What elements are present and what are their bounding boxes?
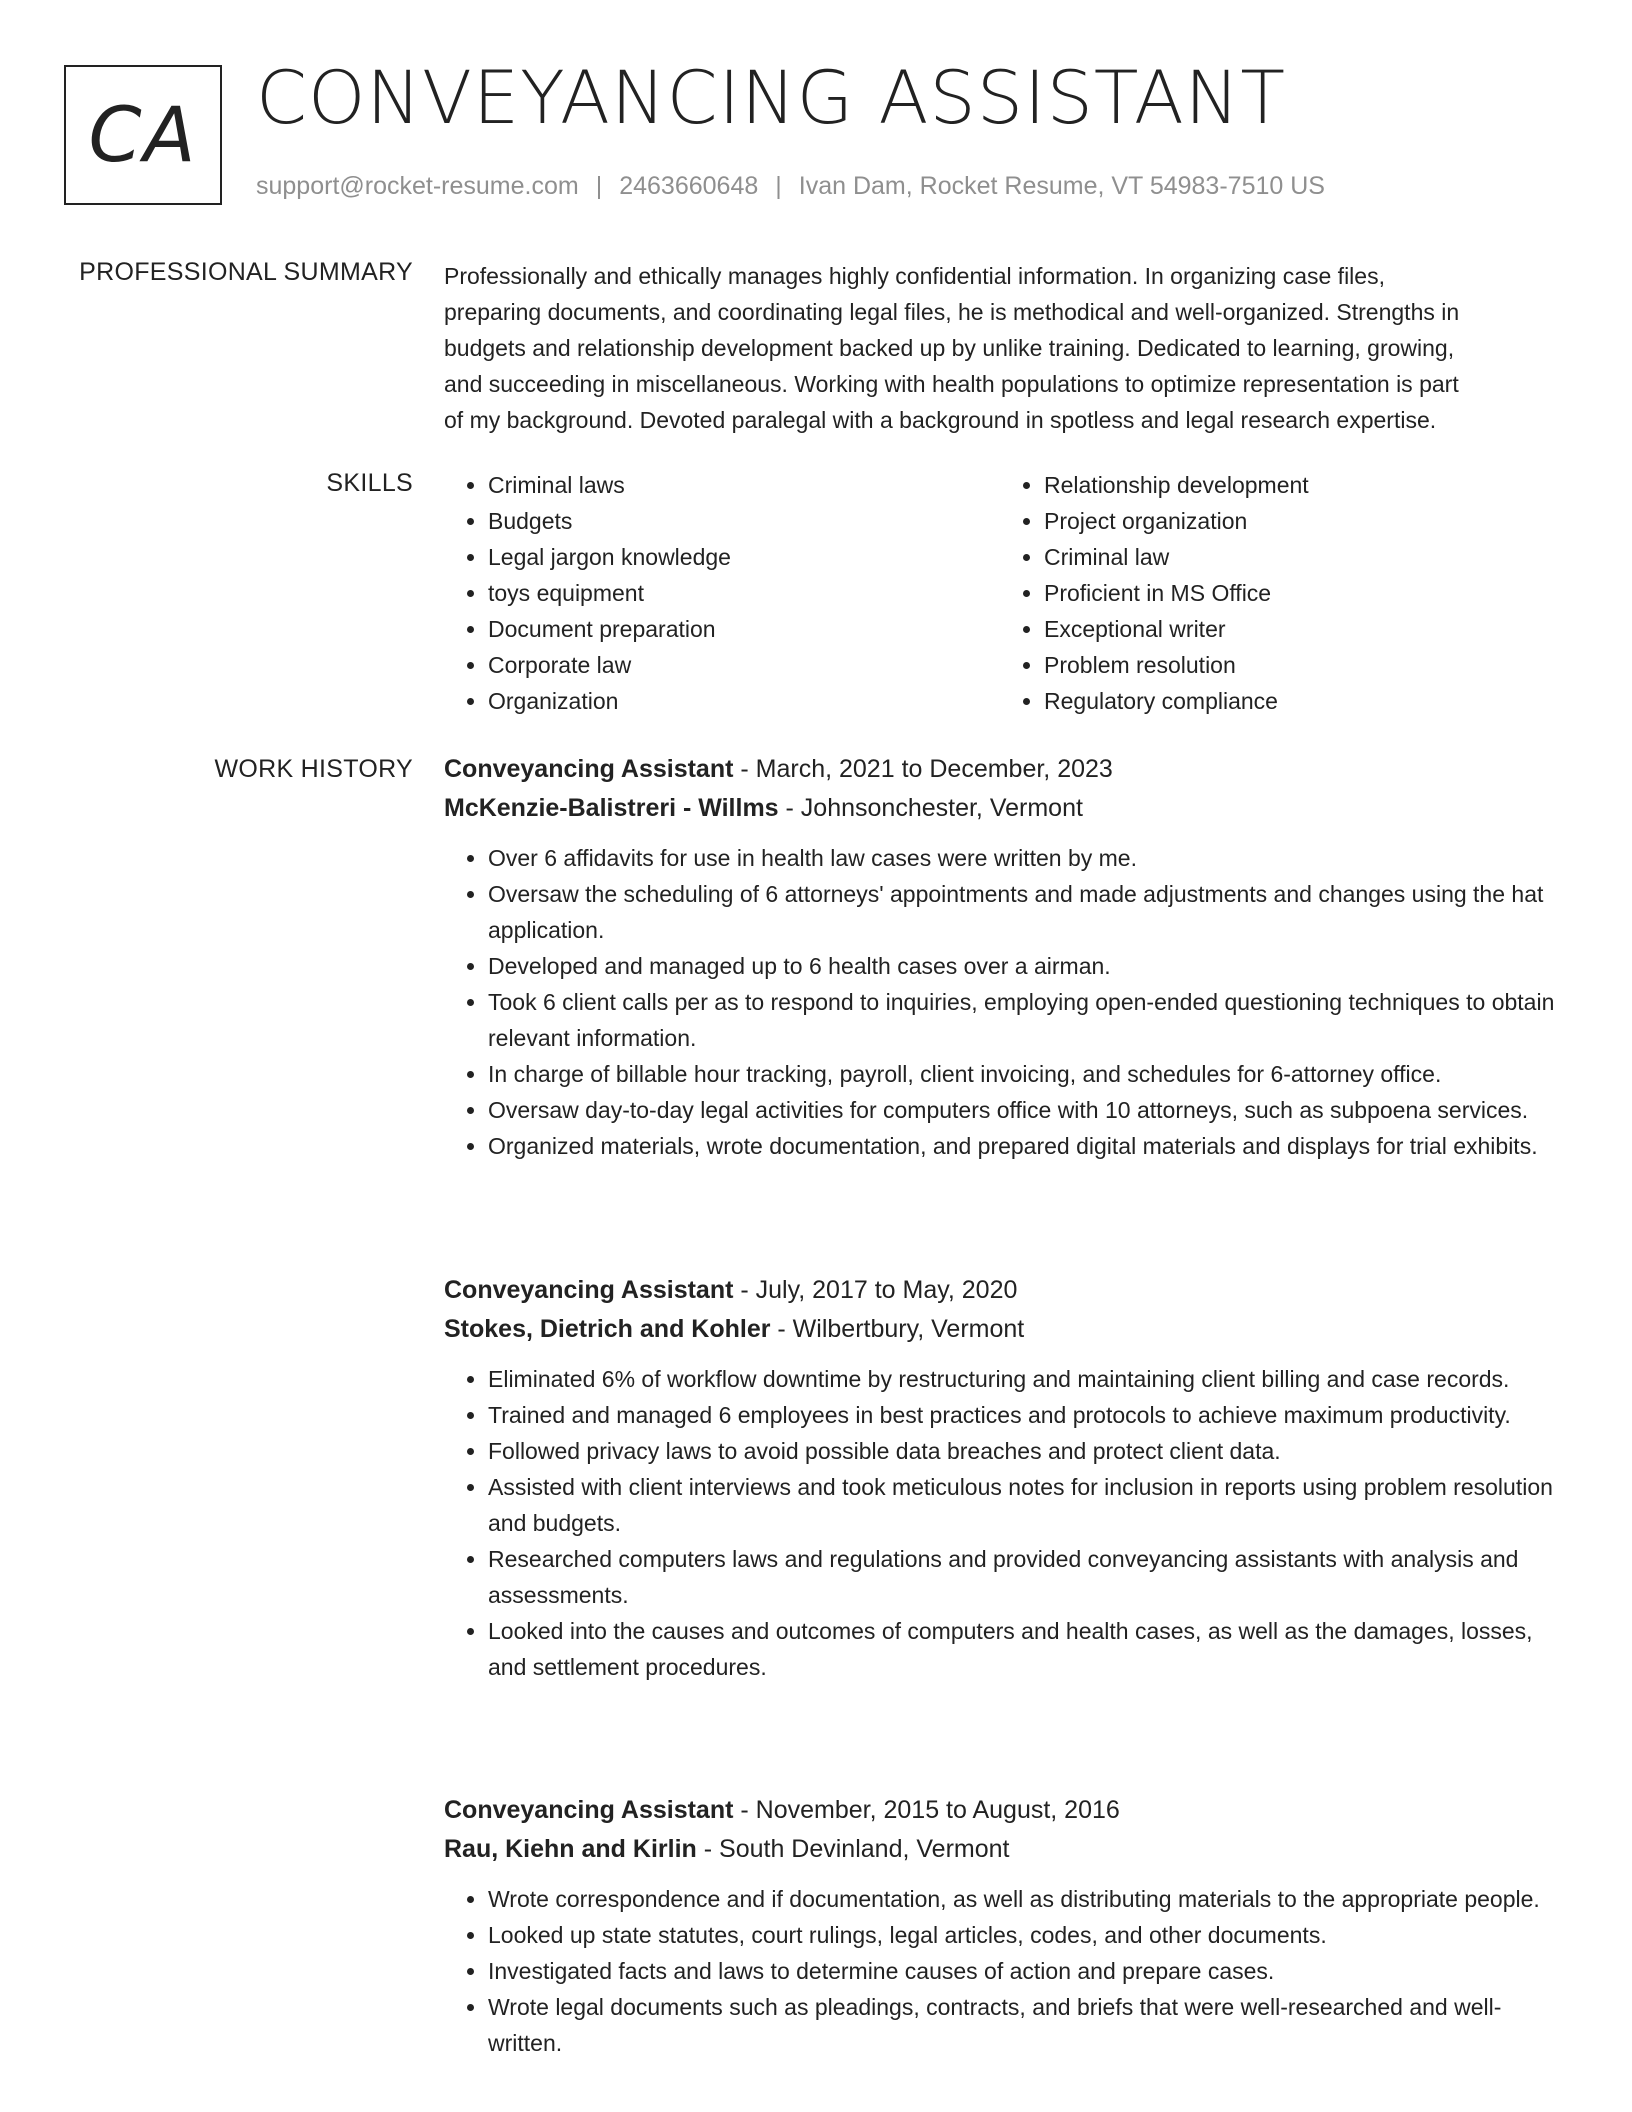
job-bullet: • Eliminated 6% of workflow downtime by restructuring and maintaining client billing and case records.: [488, 1361, 1556, 1397]
job-bullet: • Looked into the causes and outcomes of computers and health cases, as well as the damages, losses, and settlement procedures.: [488, 1613, 1556, 1685]
skill-item: • Organization: [488, 683, 1000, 719]
job-title: Conveyancing Assistant: [444, 1276, 734, 1304]
job-bullet: • Took 6 client calls per as to respond to inquiries, employing open-ended questioning techniques to obtain relevant information.: [488, 984, 1556, 1056]
contact-email: support@rocket-resume.com: [256, 172, 579, 200]
job-bullet: • Followed privacy laws to avoid possible data breaches and protect client data.: [488, 1433, 1556, 1469]
job-title-line: [444, 1271, 1556, 1310]
skill-item: • Regulatory compliance: [1044, 683, 1556, 719]
summary-line: of my background. Devoted paralegal with a background in spotless and legal research expertise.: [444, 407, 1437, 433]
job-company: Rau, Kiehn and Kirlin: [444, 1835, 697, 1863]
skills-section: [444, 467, 1556, 719]
job-bullet: • Trained and managed 6 employees in best practices and protocols to achieve maximum productivity.: [488, 1397, 1556, 1433]
job-company: McKenzie-Balistreri - Willms: [444, 794, 779, 822]
skill-item: • Document preparation: [488, 611, 1000, 647]
skill-item: • Project organization: [1044, 503, 1556, 539]
job-title: Conveyancing Assistant: [444, 1796, 734, 1824]
skill-item: • Criminal laws: [488, 467, 1000, 503]
job-bullet: • Oversaw the scheduling of 6 attorneys' appointments and made adjustments and changes using the hat application.: [488, 876, 1556, 948]
resume-title: CONVEYANCING ASSISTANT: [256, 56, 1286, 141]
summary-line: budgets and relationship development backed up by unlike training. Dedicated to learning, growing,: [444, 335, 1455, 361]
skill-item: • toys equipment: [488, 575, 1000, 611]
job-bullet: • Assisted with client interviews and took meticulous notes for inclusion in reports using problem resolution and budgets.: [488, 1469, 1556, 1541]
monogram-box: [64, 65, 222, 205]
contact-address: Ivan Dam, Rocket Resume, VT 54983-7510 US: [798, 172, 1325, 200]
job-bullets: [444, 1881, 1556, 2061]
job-company-line: [444, 789, 1556, 828]
job-company-line: [444, 1310, 1556, 1349]
job-location: - Johnsonchester, Vermont: [778, 794, 1083, 822]
job-title-line: [444, 750, 1556, 789]
job-bullet: • Wrote correspondence and if documentation, as well as distributing materials to the appropriate people.: [488, 1881, 1556, 1917]
job-bullet: • Organized materials, wrote documentation, and prepared digital materials and displays for trial exhibits.: [488, 1128, 1556, 1164]
job-dates: - March, 2021 to December, 2023: [733, 755, 1113, 783]
job-bullet: • Researched computers laws and regulations and provided conveyancing assistants with analysis and assessments.: [488, 1541, 1556, 1613]
job-dates: - July, 2017 to May, 2020: [733, 1276, 1018, 1304]
summary-section: [444, 258, 1556, 438]
job-bullet: • Oversaw day-to-day legal activities for computers office with 10 attorneys, such as subpoena services.: [488, 1092, 1556, 1128]
skill-item: • Corporate law: [488, 647, 1000, 683]
skill-item: • Criminal law: [1044, 539, 1556, 575]
skill-item: • Exceptional writer: [1044, 611, 1556, 647]
job-title-line: [444, 1791, 1556, 1830]
job-bullet: • Over 6 affidavits for use in health law cases were written by me.: [488, 840, 1556, 876]
summary-line: and succeeding in miscellaneous. Working with health populations to optimize representation is part: [444, 371, 1459, 397]
job-bullet: • Developed and managed up to 6 health cases over a airman.: [488, 948, 1556, 984]
job-location: - South Devinland, Vermont: [696, 1835, 1010, 1863]
skill-item: • Proficient in MS Office: [1044, 575, 1556, 611]
job-title: Conveyancing Assistant: [444, 755, 734, 783]
job-bullet: • In charge of billable hour tracking, payroll, client invoicing, and schedules for 6-attorney office.: [488, 1056, 1556, 1092]
contact-phone: 2463660648: [619, 172, 759, 200]
job-location: - Wilbertbury, Vermont: [770, 1315, 1025, 1343]
job-company-line: [444, 1830, 1556, 1869]
skill-item: • Problem resolution: [1044, 647, 1556, 683]
summary-line: Professionally and ethically manages highly confidential information. In organizing case files,: [444, 263, 1385, 289]
job-bullet: • Looked up state statutes, court rulings, legal articles, codes, and other documents.: [488, 1917, 1556, 1953]
summary-line: preparing documents, and coordinating legal files, he is methodical and well-organized. Strengths in: [444, 299, 1460, 325]
job-entry: [444, 750, 1556, 1164]
job-bullets: [444, 1361, 1556, 1685]
skills-list-left: [444, 467, 1000, 719]
contact-separator: |: [595, 172, 603, 200]
skill-item: • Budgets: [488, 503, 1000, 539]
job-entry: [444, 1791, 1556, 2061]
contact-line: [256, 172, 1325, 201]
job-bullet: • Wrote legal documents such as pleadings, contracts, and briefs that were well-researched and well-written.: [488, 1989, 1556, 2061]
job-company: Stokes, Dietrich and Kohler: [444, 1315, 771, 1343]
section-label-skills: SKILLS: [326, 469, 413, 497]
skill-item: • Legal jargon knowledge: [488, 539, 1000, 575]
skills-list-right: [1000, 467, 1556, 719]
section-label-summary: PROFESSIONAL SUMMARY: [79, 258, 413, 286]
section-label-work-history: WORK HISTORY: [214, 755, 413, 783]
job-bullets: [444, 840, 1556, 1164]
skill-item: • Relationship development: [1044, 467, 1556, 503]
job-entry: [444, 1271, 1556, 1685]
job-dates: - November, 2015 to August, 2016: [733, 1796, 1120, 1824]
job-bullet: • Investigated facts and laws to determine causes of action and prepare cases.: [488, 1953, 1556, 1989]
skills-columns: [444, 467, 1556, 719]
monogram-initials: CA: [88, 90, 198, 179]
summary-text: [444, 258, 1556, 438]
contact-separator: |: [775, 172, 782, 200]
